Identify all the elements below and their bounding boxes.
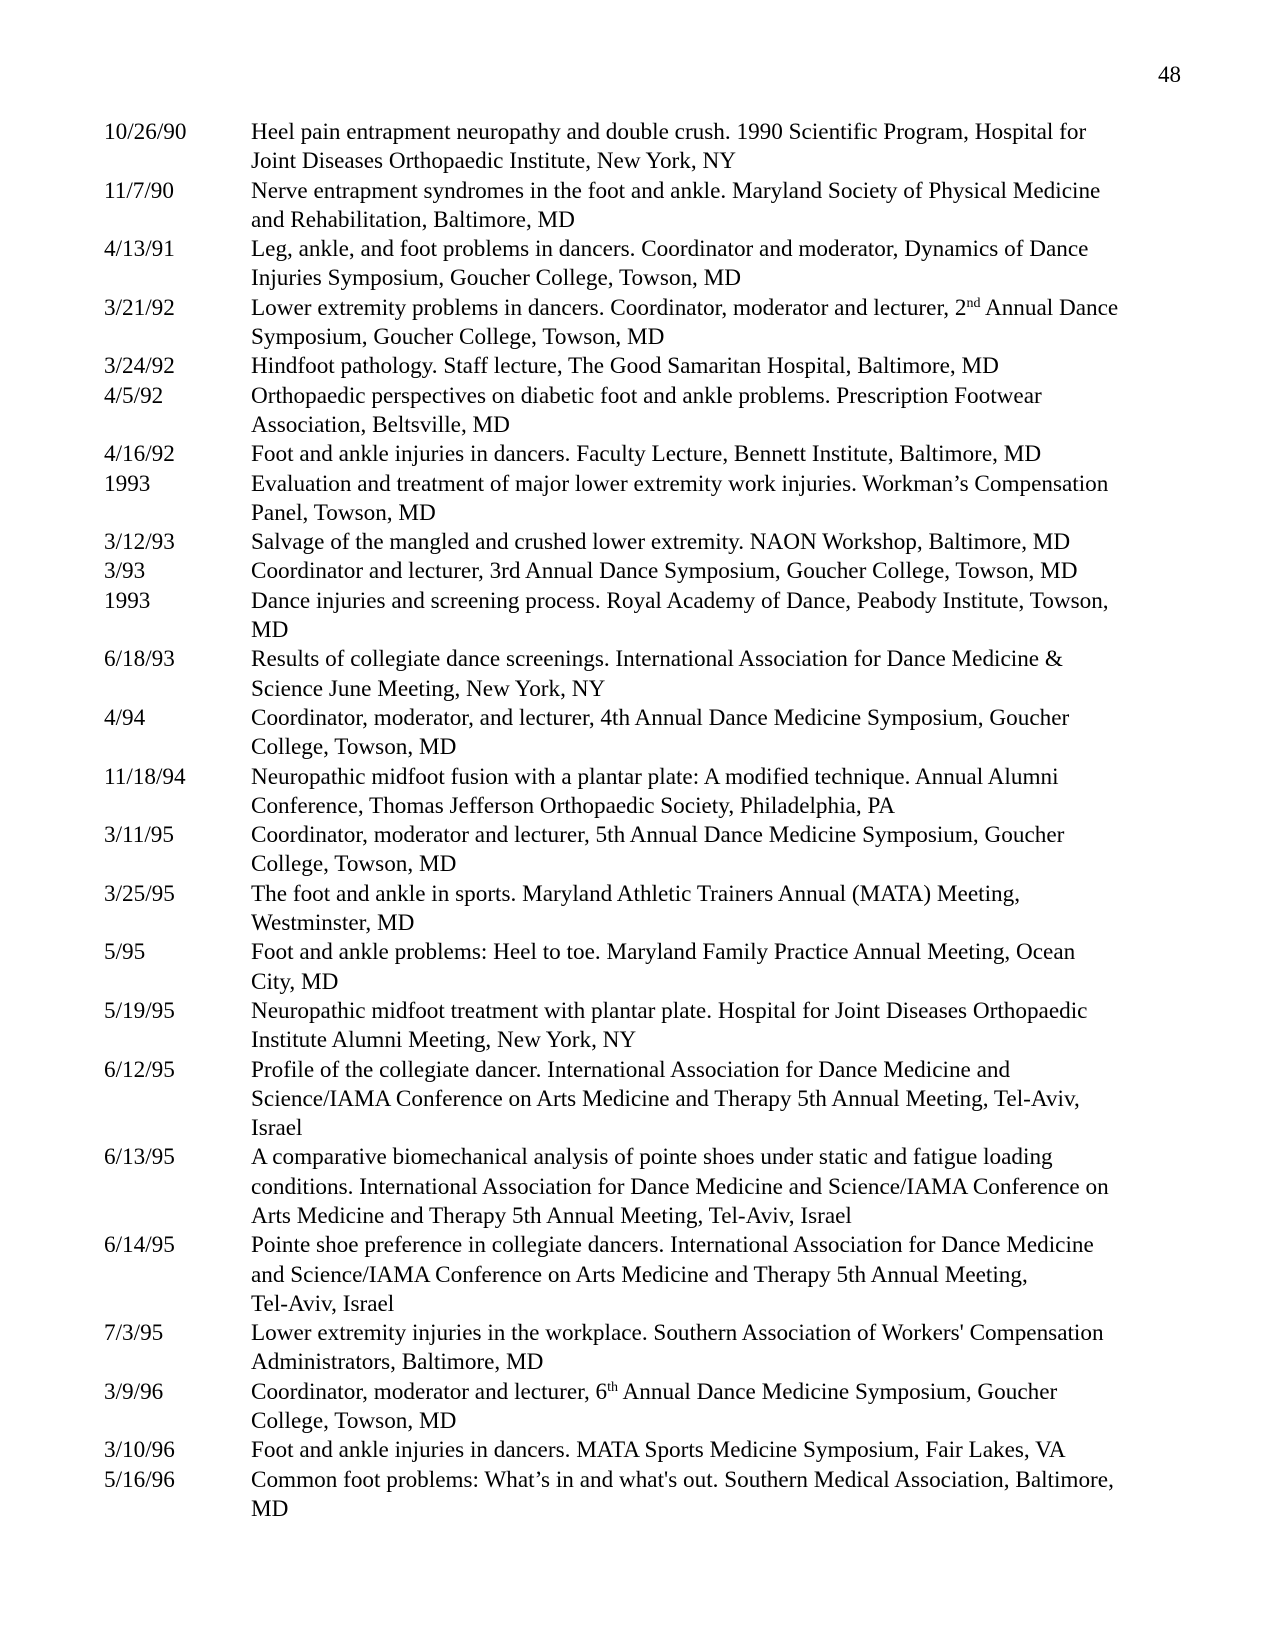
entry-date: 7/3/95 <box>104 1320 164 1347</box>
entry-text-segment: Leg, ankle, and foot problems in dancers. Coordinator and moderator, Dynamics of Dance Injuries Symposium, Goucher College, Towson, MD <box>251 236 1089 292</box>
entry-text-segment: Neuropathic midfoot treatment with plantar plate. Hospital for Joint Diseases Orthopaedic Institute Alumni Meeting, New York, NY <box>251 997 1088 1054</box>
entry-description <box>251 997 1194 1056</box>
entry-text-segment: Coordinator, moderator, and lecturer, 4th Annual Dance Medicine Symposium, Goucher College, Towson, MD <box>251 704 1070 761</box>
entry-text-segment: Coordinator, moderator and lecturer, 5th Annual Dance Medicine Symposium, Goucher College, Towson, MD <box>251 822 1065 878</box>
entry-description <box>251 763 1194 822</box>
presentation-entry <box>104 528 1194 557</box>
presentation-entry <box>104 763 1194 822</box>
presentation-entry <box>104 118 1194 177</box>
entry-date: 3/12/93 <box>104 529 175 556</box>
entry-description <box>251 1466 1194 1525</box>
presentation-entry <box>104 938 1194 997</box>
entry-description <box>251 1436 1194 1465</box>
entry-text-segment: Salvage of the mangled and crushed lower extremity. NAON Workshop, Baltimore, MD <box>251 529 1071 556</box>
entry-text-segment: Coordinator, moderator and lecturer, 6 <box>251 1378 608 1405</box>
entry-text-segment: Results of collegiate dance screenings. International Association for Dance Medicine & Science June Meeting, New York, NY <box>251 646 1063 702</box>
entry-text-segment: Lower extremity problems in dancers. Coordinator, moderator and lecturer, 2 <box>251 294 967 321</box>
entry-date: 1993 <box>104 470 151 497</box>
presentation-entry <box>104 587 1194 646</box>
entry-date: 3/21/92 <box>104 294 175 321</box>
presentation-entry <box>104 470 1194 529</box>
entry-date: 4/13/91 <box>104 236 175 263</box>
entry-description <box>251 1143 1194 1231</box>
entry-text-segment: Lower extremity injuries in the workplace. Southern Association of Workers' Compensation Administrators, Baltimore, MD <box>251 1320 1104 1376</box>
entry-description <box>251 587 1194 646</box>
entry-date: 6/12/95 <box>104 1056 175 1083</box>
entry-text-segment: Orthopaedic perspectives on diabetic foot and ankle problems. Prescription Footwear Association, Beltsville, MD <box>251 382 1042 438</box>
presentation-entry <box>104 1056 1194 1144</box>
entry-description <box>251 382 1194 441</box>
entry-date: 4/16/92 <box>104 441 175 468</box>
entry-description <box>251 177 1194 236</box>
entry-text-segment: Foot and ankle problems: Heel to toe. Maryland Family Practice Annual Meeting, Ocean City, MD <box>251 939 1076 995</box>
entry-text-segment: Heel pain entrapment neuropathy and double crush. 1990 Scientific Program, Hospital for Joint Diseases Orthopaedic Institute, New York, NY <box>251 119 1087 175</box>
entry-text-segment: Nerve entrapment syndromes in the foot and ankle. Maryland Society of Physical Medicine and Rehabilitation, Baltimore, MD <box>251 177 1101 233</box>
entry-date: 4/94 <box>104 704 146 731</box>
presentation-entry <box>104 1436 1194 1465</box>
entry-date: 3/24/92 <box>104 353 175 380</box>
entry-date: 5/95 <box>104 939 146 966</box>
entry-text-segment: Profile of the collegiate dancer. International Association for Dance Medicine and Science/IAMA Conference on Arts Medicine and Therapy 5th Annual Meeting, Tel-Aviv, Israel <box>251 1056 1080 1142</box>
entry-description <box>251 470 1194 529</box>
presentation-entry <box>104 1378 1194 1437</box>
presentation-entry <box>104 235 1194 294</box>
presentation-entry <box>104 382 1194 441</box>
entry-description <box>251 294 1194 353</box>
entry-text-segment: Foot and ankle injuries in dancers. MATA Sports Medicine Symposium, Fair Lakes, VA <box>251 1437 1066 1464</box>
presentation-entry <box>104 1143 1194 1231</box>
presentation-entry <box>104 557 1194 586</box>
entry-description <box>251 880 1194 939</box>
entry-text-segment: Coordinator and lecturer, 3rd Annual Dance Symposium, Goucher College, Towson, MD <box>251 558 1078 585</box>
entry-date: 3/11/95 <box>104 822 174 849</box>
entry-description <box>251 1231 1194 1319</box>
entry-date: 11/7/90 <box>104 177 174 204</box>
entry-description <box>251 352 1194 381</box>
presentation-entry <box>104 645 1194 704</box>
presentation-entry <box>104 821 1194 880</box>
entry-description <box>251 1056 1194 1144</box>
entry-text-segment: Neuropathic midfoot fusion with a plantar plate: A modified technique. Annual Alumni Conference, Thomas Jefferson Orthopaedic Society, Philadelphia, PA <box>251 763 1059 819</box>
entry-date: 3/10/96 <box>104 1437 175 1464</box>
entry-description <box>251 528 1194 557</box>
entry-date: 5/16/96 <box>104 1466 175 1493</box>
entry-description <box>251 557 1194 586</box>
entry-text-segment: Hindfoot pathology. Staff lecture, The Good Samaritan Hospital, Baltimore, MD <box>251 353 999 380</box>
entry-text-segment: The foot and ankle in sports. Maryland Athletic Trainers Annual (MATA) Meeting, Westminster, MD <box>251 880 1020 937</box>
entry-date: 3/25/95 <box>104 880 175 907</box>
entry-date: 5/19/95 <box>104 997 175 1024</box>
entry-text-segment: Evaluation and treatment of major lower extremity work injuries. Workman’s Compensation Panel, Towson, MD <box>251 470 1109 526</box>
entry-date: 3/93 <box>104 558 146 585</box>
entry-text-segment: Dance injuries and screening process. Royal Academy of Dance, Peabody Institute, Towson, MD <box>251 587 1109 644</box>
presentation-entry <box>104 440 1194 469</box>
ordinal-suffix: nd <box>966 295 981 311</box>
presentation-entry <box>104 1231 1194 1319</box>
entry-description <box>251 938 1194 997</box>
entry-text-segment: Pointe shoe preference in collegiate dancers. International Association for Dance Medicine and Science/IAMA Conference on Arts Medicine and Therapy 5th Annual Meeting, Tel-Aviv, Israel <box>251 1232 1094 1317</box>
entry-date: 6/14/95 <box>104 1232 175 1259</box>
presentation-entry <box>104 704 1194 763</box>
entry-text-segment: Foot and ankle injuries in dancers. Faculty Lecture, Bennett Institute, Baltimore, MD <box>251 441 1042 468</box>
presentation-entry <box>104 177 1194 236</box>
entry-description <box>251 440 1194 469</box>
entry-date: 4/5/92 <box>104 382 164 409</box>
entry-description <box>251 235 1194 294</box>
entry-description <box>251 821 1194 880</box>
presentation-list <box>104 118 1194 1524</box>
entry-text-segment: A comparative biomechanical analysis of pointe shoes under static and fatigue loading conditions. International Association for Dance Medicine and Science/IAMA Conference on Arts Medicine and Therapy 5th Annual Meeting, Tel-Aviv, Israel <box>251 1144 1109 1229</box>
entry-text-segment: Annual Dance Symposium, Goucher College, Towson, MD <box>251 294 1119 351</box>
entry-description <box>251 645 1194 704</box>
ordinal-suffix: th <box>607 1379 619 1395</box>
entry-description <box>251 1378 1194 1437</box>
entry-date: 1993 <box>104 587 151 614</box>
entry-date: 6/18/93 <box>104 646 175 673</box>
entry-date: 10/26/90 <box>104 119 187 145</box>
entry-date: 3/9/96 <box>104 1378 164 1405</box>
presentation-entry <box>104 880 1194 939</box>
entry-description <box>251 118 1194 177</box>
entry-description <box>251 1319 1194 1378</box>
entry-description <box>251 704 1194 763</box>
presentation-entry <box>104 294 1194 353</box>
entry-date: 6/13/95 <box>104 1144 175 1171</box>
presentation-entry <box>104 1319 1194 1378</box>
entry-date: 11/18/94 <box>104 763 186 790</box>
presentation-entry <box>104 352 1194 381</box>
presentation-entry <box>104 1466 1194 1525</box>
page-number: 48 <box>1158 62 1181 87</box>
presentation-entry <box>104 997 1194 1056</box>
entry-text-segment: Common foot problems: What’s in and what's out. Southern Medical Association, Baltimore, MD <box>251 1466 1114 1522</box>
entry-text-segment: Annual Dance Medicine Symposium, Goucher College, Towson, MD <box>251 1378 1058 1435</box>
